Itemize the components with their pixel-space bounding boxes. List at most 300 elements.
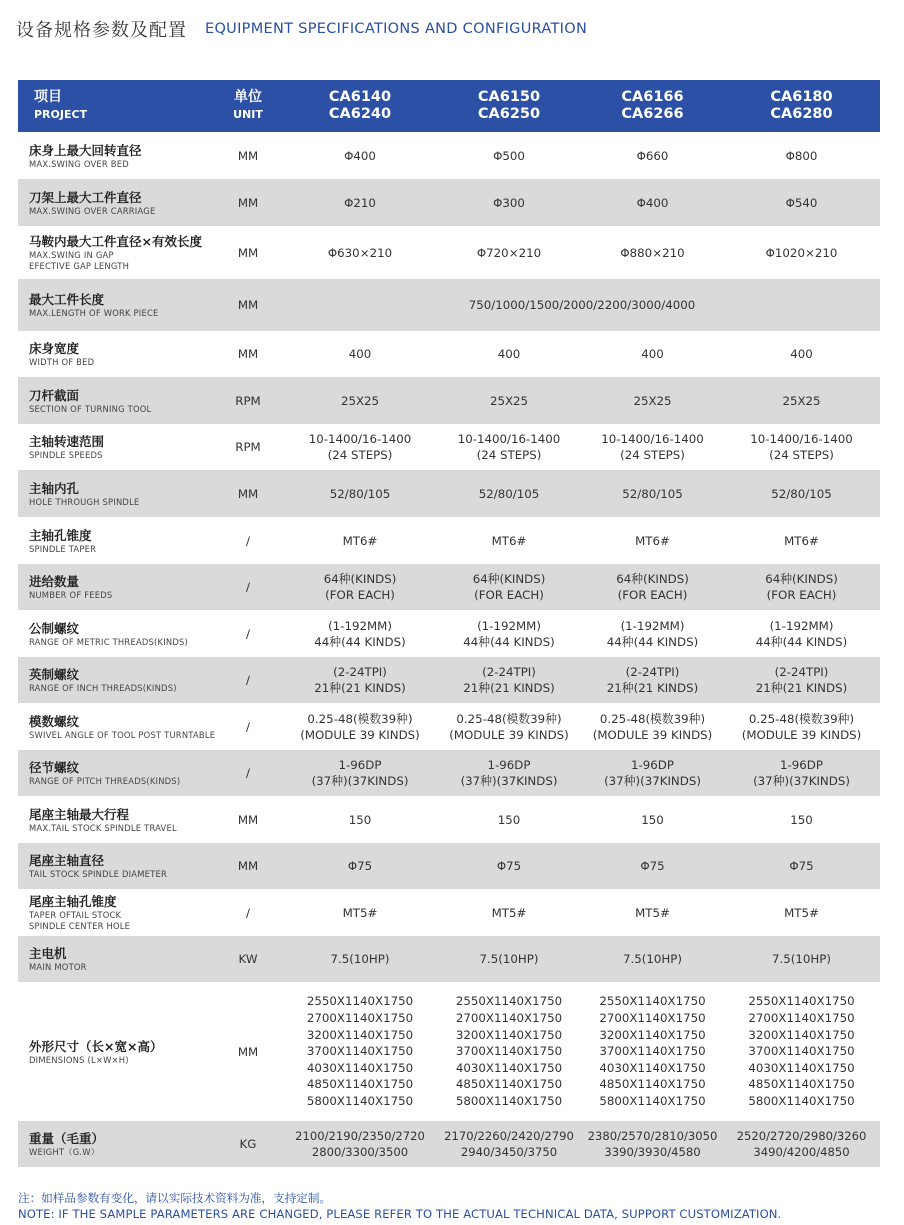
value-cell [436, 843, 582, 889]
value-line: Φ400 [636, 195, 669, 210]
value-line: 4030X1140X1750 [599, 1060, 706, 1075]
value-line: 400 [348, 347, 372, 361]
value-line: 0.25-48(模数39种) [599, 711, 706, 726]
value-line: 52/80/105 [622, 486, 683, 501]
row-label-en: TAIL STOCK SPINDLE DIAMETER [29, 869, 167, 879]
value-cell [436, 564, 582, 610]
value-cell [284, 889, 436, 936]
value-line: Φ720×210 [476, 245, 542, 260]
value-line: 5800X1140X1750 [455, 1093, 563, 1108]
value-line: 2520/2720/2980/3260 [736, 1129, 867, 1143]
value-line: (2-24TPI) [333, 665, 387, 679]
row-unit: MM [237, 245, 259, 260]
row-label-en: WIDTH OF BED [29, 357, 95, 367]
value-line: 2700X1140X1750 [306, 1011, 414, 1026]
row-label-cn: 尾座主轴最大行程 [29, 806, 130, 822]
row-label-cn: 进给数量 [29, 574, 80, 589]
value-line: 10-1400/16-1400 [750, 432, 853, 446]
value-line: 7.5(10HP) [623, 952, 682, 966]
value-line: 2940/3450/3750 [460, 1145, 558, 1159]
value-cell [436, 470, 582, 517]
row-label-en: HOLE THROUGH SPINDLE [29, 496, 140, 507]
value-line: (FOR EACH) [474, 588, 544, 602]
value-line: 1-96DP [338, 758, 382, 772]
merged-value-cell: 750/1000/1500/2000/2200/3000/4000 [468, 298, 696, 312]
value-line: (FOR EACH) [617, 588, 688, 602]
model-name: CA6280 [770, 106, 833, 122]
row-unit: MM [237, 486, 259, 501]
value-line: 4850X1140X1750 [306, 1077, 414, 1092]
row-label-cn: 重量（毛重） [29, 1131, 105, 1146]
value-cell [284, 936, 436, 982]
value-line: 0.25-48(模数39种) [307, 711, 413, 726]
table-row [18, 936, 880, 982]
value-line: MT5# [342, 905, 378, 920]
row-label [18, 517, 212, 564]
value-line: (1-192MM) [328, 618, 392, 633]
value-cell [582, 331, 723, 377]
value-line: 0.25-48(模数39种) [456, 711, 562, 726]
footnote-en: NOTE: IF THE SAMPLE PARAMETERS ARE CHANGED, PLEASE REFER TO THE ACTUAL TECHNICAL DATA, SUPPORT CUSTOMIZATION. [18, 1207, 782, 1221]
value-line: 2700X1140X1750 [599, 1011, 706, 1026]
value-line: Φ880×210 [620, 245, 685, 260]
row-label-en: SECTION OF TURNING TOOL [29, 403, 152, 414]
value-line: (FOR EACH) [325, 588, 395, 602]
table-row [18, 657, 880, 703]
value-line: (1-192MM) [620, 618, 685, 633]
spec-table [18, 80, 880, 1167]
value-line: 4850X1140X1750 [599, 1077, 706, 1092]
value-cell [436, 377, 582, 424]
value-line: 2550X1140X1750 [748, 994, 855, 1009]
value-cell [436, 982, 582, 1121]
value-line: 2700X1140X1750 [455, 1011, 563, 1026]
value-line: 2700X1140X1750 [748, 1011, 855, 1026]
value-line: 2550X1140X1750 [455, 994, 563, 1009]
row-label-cn: 最大工件长度 [29, 292, 105, 307]
row-label [18, 564, 212, 610]
value-cell [284, 132, 436, 179]
footnote [18, 1190, 781, 1222]
value-line: 21种(21 KINDS) [314, 681, 406, 695]
value-line: (37种)(37KINDS) [311, 774, 409, 788]
value-line: 3200X1140X1750 [455, 1027, 563, 1042]
model-name: CA6180 [770, 89, 833, 105]
row-label-cn: 外形尺寸（长×宽×高） [29, 1038, 163, 1054]
table-row [18, 179, 880, 226]
value-line: 5800X1140X1750 [306, 1093, 414, 1108]
value-cell [436, 936, 582, 982]
row-label-en: DIMENSIONS (L×W×H) [29, 1054, 129, 1065]
value-line: 1-96DP [487, 758, 531, 772]
row-label [18, 279, 212, 331]
value-cell [284, 610, 436, 657]
row-label [18, 750, 212, 796]
value-line: 3490/4200/4850 [753, 1145, 850, 1159]
row-label-cn: 床身上最大回转直径 [29, 142, 142, 158]
footnote-cn: 注：如样品参数有变化，请以实际技术资料为准，支持定制。 [18, 1191, 332, 1205]
value-line: 52/80/105 [329, 486, 391, 501]
row-unit: MM [237, 347, 259, 361]
value-line: 150 [790, 812, 813, 827]
table-row [18, 226, 880, 279]
value-line: 3200X1140X1750 [748, 1027, 855, 1042]
value-cell [723, 796, 880, 843]
row-label-en: SPINDLE CENTER HOLE [29, 921, 131, 931]
value-cell [284, 657, 436, 703]
value-line: 2380/2570/2810/3050 [587, 1129, 718, 1143]
value-line: (MODULE 39 KINDS) [741, 727, 862, 742]
table-row [18, 132, 880, 179]
value-line: 2170/2260/2420/2790 [444, 1129, 574, 1143]
value-line: MT5# [784, 905, 819, 920]
value-cell [582, 1121, 723, 1167]
value-line: 25X25 [340, 393, 380, 408]
row-unit: RPM [235, 393, 261, 408]
row-label [18, 610, 212, 657]
value-cell [436, 517, 582, 564]
row-label [18, 1121, 212, 1167]
column-header-unit [212, 80, 284, 132]
value-line: (MODULE 39 KINDS) [300, 727, 420, 742]
value-line: (24 STEPS) [476, 448, 542, 462]
column-header-project-en: PROJECT [34, 108, 88, 121]
value-line: 64种(KINDS) [765, 572, 838, 586]
value-line: 10-1400/16-1400 [457, 432, 561, 446]
table-row [18, 424, 880, 470]
value-cell [582, 132, 723, 179]
value-cell [284, 750, 436, 796]
table-row [18, 279, 880, 331]
value-line: Φ75 [496, 859, 522, 873]
value-line: 3200X1140X1750 [599, 1027, 706, 1042]
value-line: 2550X1140X1750 [599, 994, 706, 1009]
value-line: (37种)(37KINDS) [753, 774, 850, 788]
value-line: 7.5(10HP) [330, 952, 390, 966]
value-cell [284, 377, 436, 424]
row-label [18, 226, 212, 279]
model-name: CA6140 [328, 89, 392, 105]
row-label-cn: 主轴转速范围 [29, 434, 105, 449]
row-label-cn: 主轴孔锥度 [29, 527, 92, 543]
value-line: 3700X1140X1750 [306, 1044, 414, 1059]
row-unit: KW [238, 952, 258, 966]
table-row [18, 889, 880, 936]
value-line: 2550X1140X1750 [306, 994, 414, 1009]
value-line: Φ75 [789, 859, 814, 873]
row-unit: / [246, 905, 250, 920]
row-unit: / [246, 580, 250, 594]
value-line: Φ300 [493, 195, 525, 210]
page-title-en: EQUIPMENT SPECIFICATIONS AND CONFIGURATION [205, 21, 588, 37]
column-header-model-4 [723, 80, 880, 132]
value-line: (1-192MM) [477, 618, 541, 633]
value-line: MT6# [784, 533, 819, 548]
row-label-en: RANGE OF METRIC THREADS(KINDS) [29, 636, 188, 647]
row-unit: KG [239, 1137, 257, 1151]
value-line: (37种)(37KINDS) [460, 774, 558, 788]
column-header-model-1 [284, 80, 436, 132]
value-cell [723, 424, 880, 470]
value-line: 64种(KINDS) [323, 572, 397, 586]
value-line: 64种(KINDS) [616, 572, 689, 586]
row-label-en: MAX.TAIL STOCK SPINDLE TRAVEL [29, 822, 177, 833]
value-line: Φ630×210 [327, 245, 393, 260]
value-cell [436, 703, 582, 750]
table-row [18, 470, 880, 517]
row-unit: / [246, 626, 250, 641]
value-cell [436, 889, 582, 936]
value-line: 3700X1140X1750 [455, 1044, 563, 1059]
row-unit: MM [237, 148, 259, 163]
value-line: 400 [641, 347, 664, 361]
value-line: 5800X1140X1750 [748, 1093, 855, 1108]
row-label-en: SPINDLE TAPER [29, 543, 97, 554]
value-cell [723, 470, 880, 517]
value-line: 3700X1140X1750 [599, 1044, 706, 1059]
value-cell [284, 703, 436, 750]
value-line: 400 [497, 347, 521, 361]
value-line: 52/80/105 [771, 486, 832, 501]
value-cell [284, 982, 436, 1121]
value-cell [582, 179, 723, 226]
value-line: 7.5(10HP) [479, 952, 539, 966]
value-line: Φ500 [493, 148, 525, 163]
value-cell [284, 179, 436, 226]
value-cell [723, 610, 880, 657]
row-unit: / [246, 673, 250, 687]
value-cell [723, 936, 880, 982]
row-label [18, 843, 212, 889]
value-line: 3200X1140X1750 [306, 1027, 414, 1042]
value-cell [436, 796, 582, 843]
row-label [18, 132, 212, 179]
value-cell [723, 657, 880, 703]
value-line: 150 [641, 812, 664, 827]
row-label-en: MAX.LENGTH OF WORK PIECE [29, 308, 159, 318]
value-line: 21种(21 KINDS) [755, 681, 848, 695]
table-row [18, 610, 880, 657]
value-cell [436, 226, 582, 279]
value-cell [723, 703, 880, 750]
table-row [18, 331, 880, 377]
row-label-cn: 刀架上最大工件直径 [29, 189, 142, 205]
value-line: (MODULE 39 KINDS) [449, 727, 569, 742]
model-name: CA6150 [477, 89, 541, 105]
value-cell [582, 982, 723, 1121]
row-unit: MM [237, 812, 259, 827]
value-line: 44种(44 KINDS) [755, 634, 848, 649]
value-line: 4030X1140X1750 [455, 1060, 563, 1075]
value-line: 64种(KINDS) [472, 572, 546, 586]
value-line: Φ800 [785, 148, 818, 163]
value-line: (2-24TPI) [774, 665, 829, 679]
table-row [18, 982, 880, 1121]
row-unit: MM [237, 195, 259, 210]
value-line: (24 STEPS) [327, 448, 393, 462]
value-line: Φ660 [636, 148, 669, 163]
value-cell [582, 470, 723, 517]
value-line: 4030X1140X1750 [306, 1060, 414, 1075]
row-label [18, 936, 212, 982]
value-line: (MODULE 39 KINDS) [592, 727, 713, 742]
row-label-en: WEIGHT（G.W） [29, 1147, 100, 1157]
column-header-unit-cn: 单位 [234, 89, 262, 105]
spec-table-body [18, 132, 880, 1167]
value-line: Φ75 [347, 859, 373, 873]
row-unit: / [246, 533, 250, 548]
value-line: 21种(21 KINDS) [463, 681, 555, 695]
value-line: (2-24TPI) [625, 665, 680, 679]
value-line: 44种(44 KINDS) [606, 634, 699, 649]
value-line: (2-24TPI) [482, 665, 536, 679]
value-line: 1-96DP [631, 758, 674, 772]
row-label-en: SWIVEL ANGLE OF TOOL POST TURNTABLE [29, 729, 216, 740]
value-line: 3700X1140X1750 [748, 1044, 855, 1059]
value-cell [723, 1121, 880, 1167]
column-header-model-3 [582, 80, 723, 132]
value-line: Φ400 [344, 148, 376, 163]
value-line: 25X25 [782, 393, 821, 408]
row-label [18, 657, 212, 703]
value-line: 5800X1140X1750 [599, 1093, 706, 1108]
value-line: 10-1400/16-1400 [601, 432, 704, 446]
row-unit: RPM [235, 440, 261, 454]
value-line: 150 [497, 812, 521, 827]
value-line: 150 [348, 812, 372, 827]
value-cell [436, 1121, 582, 1167]
value-cell [284, 564, 436, 610]
value-cell [723, 226, 880, 279]
value-cell [284, 226, 436, 279]
value-cell [582, 564, 723, 610]
value-cell [582, 517, 723, 564]
value-cell [284, 843, 436, 889]
row-label-en: RANGE OF INCH THREADS(KINDS) [29, 683, 177, 693]
row-label [18, 424, 212, 470]
value-line: 4030X1140X1750 [748, 1060, 855, 1075]
row-unit: MM [237, 859, 259, 873]
value-cell [284, 470, 436, 517]
row-label [18, 982, 212, 1121]
value-line: 44种(44 KINDS) [463, 634, 555, 649]
row-label-cn: 模数螺纹 [29, 713, 80, 729]
row-label-cn: 床身宽度 [29, 341, 80, 356]
table-row [18, 843, 880, 889]
value-line: (1-192MM) [769, 618, 834, 633]
value-cell [582, 610, 723, 657]
table-row [18, 750, 880, 796]
value-line: (24 STEPS) [620, 448, 685, 462]
value-cell [436, 657, 582, 703]
model-name: CA6266 [621, 106, 684, 122]
value-line: (37种)(37KINDS) [604, 774, 701, 788]
row-label-en: EFECTIVE GAP LENGTH [29, 261, 130, 271]
row-unit: MM [237, 298, 259, 312]
value-cell [582, 424, 723, 470]
value-line: Φ210 [344, 195, 376, 210]
row-label [18, 377, 212, 424]
value-cell [436, 331, 582, 377]
value-line: 4850X1140X1750 [748, 1077, 855, 1092]
model-name: CA6240 [328, 106, 392, 122]
value-line: 7.5(10HP) [772, 952, 831, 966]
value-cell [284, 424, 436, 470]
value-line: 25X25 [489, 393, 529, 408]
row-label [18, 331, 212, 377]
value-line: MT6# [491, 533, 527, 548]
row-label [18, 470, 212, 517]
row-label-cn: 尾座主轴孔锥度 [29, 894, 117, 909]
row-label-cn: 公制螺纹 [29, 620, 80, 636]
row-label-en: SPINDLE SPEEDS [29, 450, 103, 460]
page-title-cn: 设备规格参数及配置 [16, 20, 187, 41]
value-cell [284, 331, 436, 377]
value-line: 25X25 [633, 393, 672, 408]
value-cell [723, 843, 880, 889]
row-label-cn: 尾座主轴直径 [29, 853, 105, 868]
value-cell [582, 936, 723, 982]
value-line: 0.25-48(模数39种) [748, 711, 855, 726]
value-cell [436, 750, 582, 796]
value-cell [723, 179, 880, 226]
row-label [18, 179, 212, 226]
table-row [18, 703, 880, 750]
page-header [16, 14, 587, 44]
table-row [18, 377, 880, 424]
table-row [18, 517, 880, 564]
value-line: (FOR EACH) [766, 588, 837, 602]
value-cell [723, 331, 880, 377]
value-cell [582, 796, 723, 843]
model-name: CA6166 [621, 89, 684, 105]
value-cell [723, 377, 880, 424]
row-label-en: MAX.SWING IN GAP [29, 250, 114, 260]
value-line: MT5# [491, 905, 527, 920]
value-cell [723, 564, 880, 610]
value-cell [436, 179, 582, 226]
model-name: CA6250 [477, 106, 541, 122]
spec-table-header [18, 80, 880, 132]
row-label [18, 703, 216, 750]
column-header-unit-en: UNIT [233, 108, 263, 121]
value-line: Φ1020×210 [765, 245, 838, 260]
value-cell [436, 132, 582, 179]
value-cell [723, 750, 880, 796]
value-cell [284, 517, 436, 564]
value-line: (24 STEPS) [769, 448, 834, 462]
value-cell [284, 796, 436, 843]
row-label-en: RANGE OF PITCH THREADS(KINDS) [29, 776, 181, 786]
row-unit: / [246, 719, 250, 734]
row-label-en: TAPER OFTAIL STOCK [29, 910, 122, 920]
header-row [18, 80, 880, 132]
value-line: 3390/3930/4580 [604, 1145, 701, 1159]
column-header-model-2 [436, 80, 582, 132]
value-line: 44种(44 KINDS) [314, 634, 406, 649]
row-label-cn: 英制螺纹 [29, 667, 80, 682]
value-line: 52/80/105 [478, 486, 540, 501]
table-row [18, 564, 880, 610]
table-row [18, 1121, 880, 1167]
value-cell [582, 750, 723, 796]
row-label-cn: 主轴内孔 [29, 480, 80, 496]
value-cell [723, 982, 880, 1121]
row-label-cn: 刀杆截面 [29, 387, 80, 403]
value-line: 2800/3300/3500 [311, 1145, 409, 1159]
value-cell [582, 703, 723, 750]
value-line: 2100/2190/2350/2720 [295, 1129, 425, 1143]
